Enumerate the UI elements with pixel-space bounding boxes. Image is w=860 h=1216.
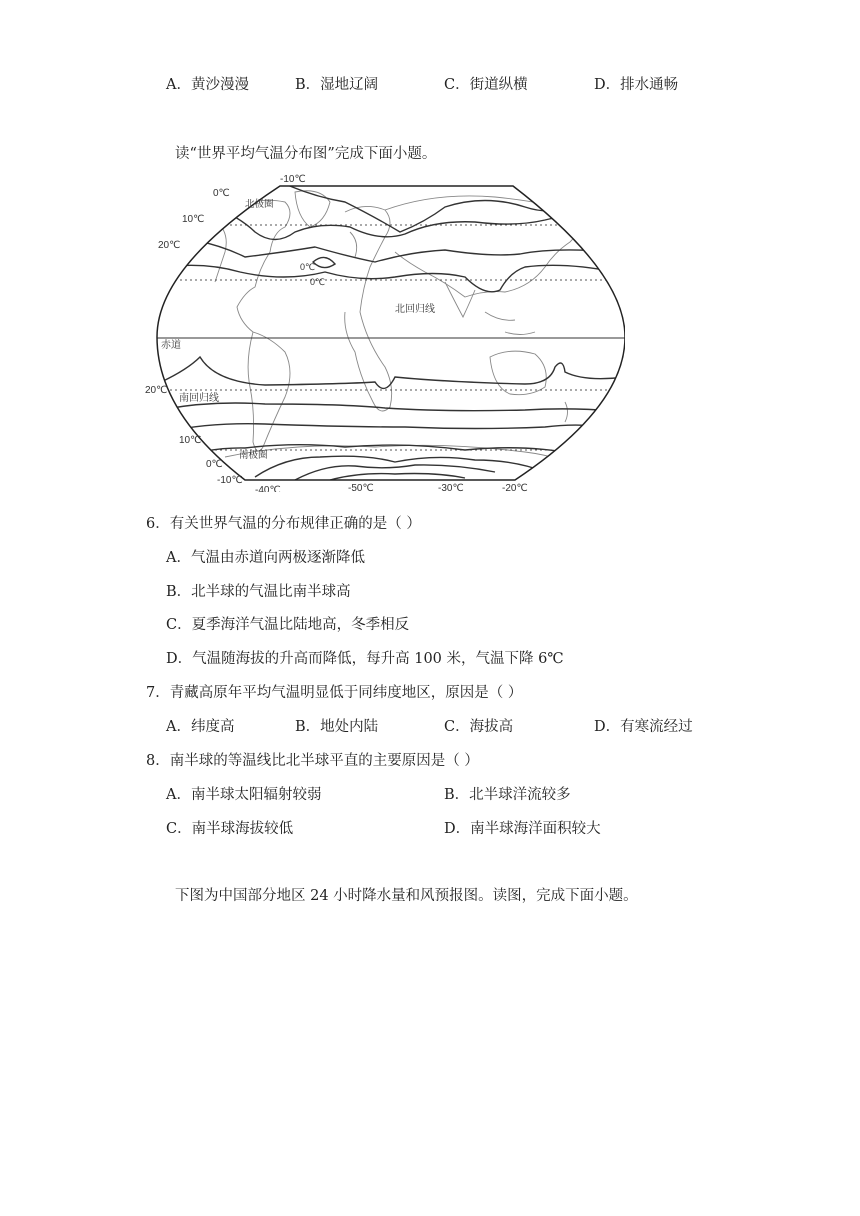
map-frame bbox=[157, 186, 625, 480]
label-neg30: -30℃ bbox=[438, 483, 464, 492]
next-intro: 下图为中国部分地区 24 小时降水量和风预报图。读图，完成下面小题。 bbox=[175, 888, 638, 904]
q6-option-a[interactable]: A．气温由赤道向两极逐渐降低 bbox=[166, 550, 365, 566]
label-zero-a: 0℃ bbox=[300, 262, 316, 272]
q6-option-d[interactable]: D．气温随海拔的升高而降低，每升高 100 米，气温下降 6℃ bbox=[166, 651, 564, 667]
label-neg40: -40℃ bbox=[255, 485, 281, 492]
q6-stem: 6．有关世界气温的分布规律正确的是（ ） bbox=[146, 516, 421, 532]
label-tropic-of-cancer: 北回归线 bbox=[395, 304, 435, 315]
label-arctic-circle: 北极圈 bbox=[245, 199, 274, 210]
q8-option-b[interactable]: B．北半球洋流较多 bbox=[444, 787, 571, 803]
label-equator: 赤道 bbox=[161, 340, 181, 351]
q7-option-a[interactable]: A．纬度高 bbox=[166, 719, 235, 735]
q7-option-d[interactable]: D．有寒流经过 bbox=[594, 719, 693, 735]
q5-option-b[interactable]: B．湿地辽阔 bbox=[295, 77, 379, 93]
q6-option-c[interactable]: C．夏季海洋气温比陆地高，冬季相反 bbox=[166, 617, 410, 633]
map-intro: 读“世界平均气温分布图”完成下面小题。 bbox=[175, 146, 437, 162]
q7-option-b[interactable]: B．地处内陆 bbox=[295, 719, 379, 735]
q8-option-d[interactable]: D．南半球海洋面积较大 bbox=[444, 821, 601, 837]
q7-stem: 7．青藏高原年平均气温明显低于同纬度地区，原因是（ ） bbox=[146, 685, 523, 701]
label-twenty-north: 20℃ bbox=[158, 240, 181, 251]
continent-outlines bbox=[203, 191, 585, 472]
label-antarctic-circle: 南极圈 bbox=[239, 450, 268, 461]
q5-option-a[interactable]: A．黄沙漫漫 bbox=[166, 77, 249, 93]
label-neg20: -20℃ bbox=[502, 483, 528, 492]
label-neg10-south: -10℃ bbox=[217, 475, 243, 486]
label-neg50: -50℃ bbox=[348, 483, 374, 492]
world-temperature-map bbox=[145, 172, 625, 492]
label-zero-south: 0℃ bbox=[206, 459, 223, 470]
label-twenty-south: 20℃ bbox=[145, 385, 168, 396]
q6-option-b[interactable]: B．北半球的气温比南半球高 bbox=[166, 584, 351, 600]
label-zero-north: 0℃ bbox=[213, 188, 230, 199]
isotherms bbox=[150, 184, 625, 480]
q8-stem: 8．南半球的等温线比北半球平直的主要原因是（ ） bbox=[146, 753, 479, 769]
label-neg10-top: -10℃ bbox=[280, 174, 306, 185]
label-zero-b: 0℃ bbox=[310, 277, 326, 287]
q8-option-a[interactable]: A．南半球太阳辐射较弱 bbox=[166, 787, 322, 803]
q5-option-d[interactable]: D．排水通畅 bbox=[594, 77, 679, 93]
label-tropic-of-capricorn: 南回归线 bbox=[179, 393, 219, 404]
q7-option-c[interactable]: C．海拔高 bbox=[444, 719, 514, 735]
label-ten-south: 10℃ bbox=[179, 435, 202, 446]
label-ten-north: 10℃ bbox=[182, 214, 205, 225]
q8-option-c[interactable]: C．南半球海拔较低 bbox=[166, 821, 294, 837]
map-content bbox=[145, 184, 625, 480]
q5-option-c[interactable]: C．街道纵横 bbox=[444, 77, 528, 93]
